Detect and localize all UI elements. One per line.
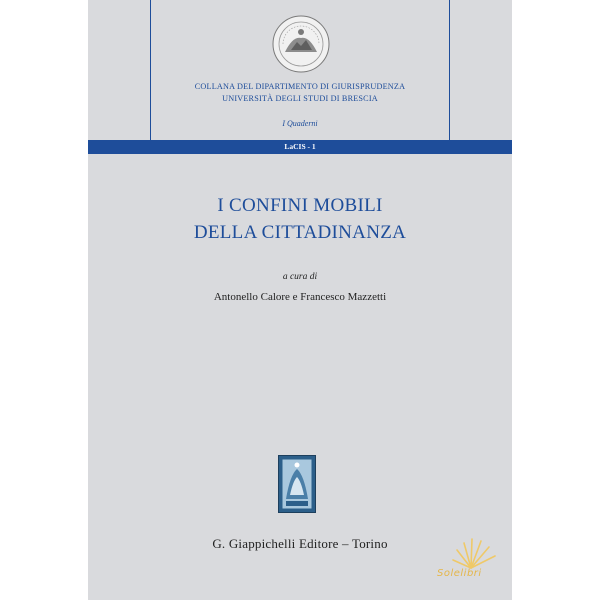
publisher-name: G. Giappichelli Editore – Torino: [212, 536, 388, 551]
sun-rays-icon: [441, 530, 511, 590]
series-line-2: UNIVERSITÀ DEGLI STUDI DI BRESCIA: [222, 94, 378, 103]
series-number: LaCIS - 1: [284, 142, 316, 151]
title-line-1: I CONFINI MOBILI: [217, 195, 383, 216]
book-title: [88, 192, 512, 246]
edited-by-label: a cura di: [282, 272, 318, 282]
subseries-label: I Quaderni: [282, 119, 318, 128]
university-seal-icon: [271, 14, 331, 74]
watermark-text: Solelibri: [437, 568, 482, 579]
series-name: [151, 81, 449, 105]
series-header-box: [150, 0, 450, 142]
editors-names: Antonello Calore e Francesco Mazzetti: [213, 291, 387, 303]
series-line-1: COLLANA DEL DIPARTIMENTO DI GIURISPRUDENZA: [194, 82, 406, 91]
book-cover: [88, 0, 512, 600]
title-line-2: DELLA CITTADINANZA: [193, 222, 407, 243]
publisher-logo-icon: [278, 455, 316, 513]
